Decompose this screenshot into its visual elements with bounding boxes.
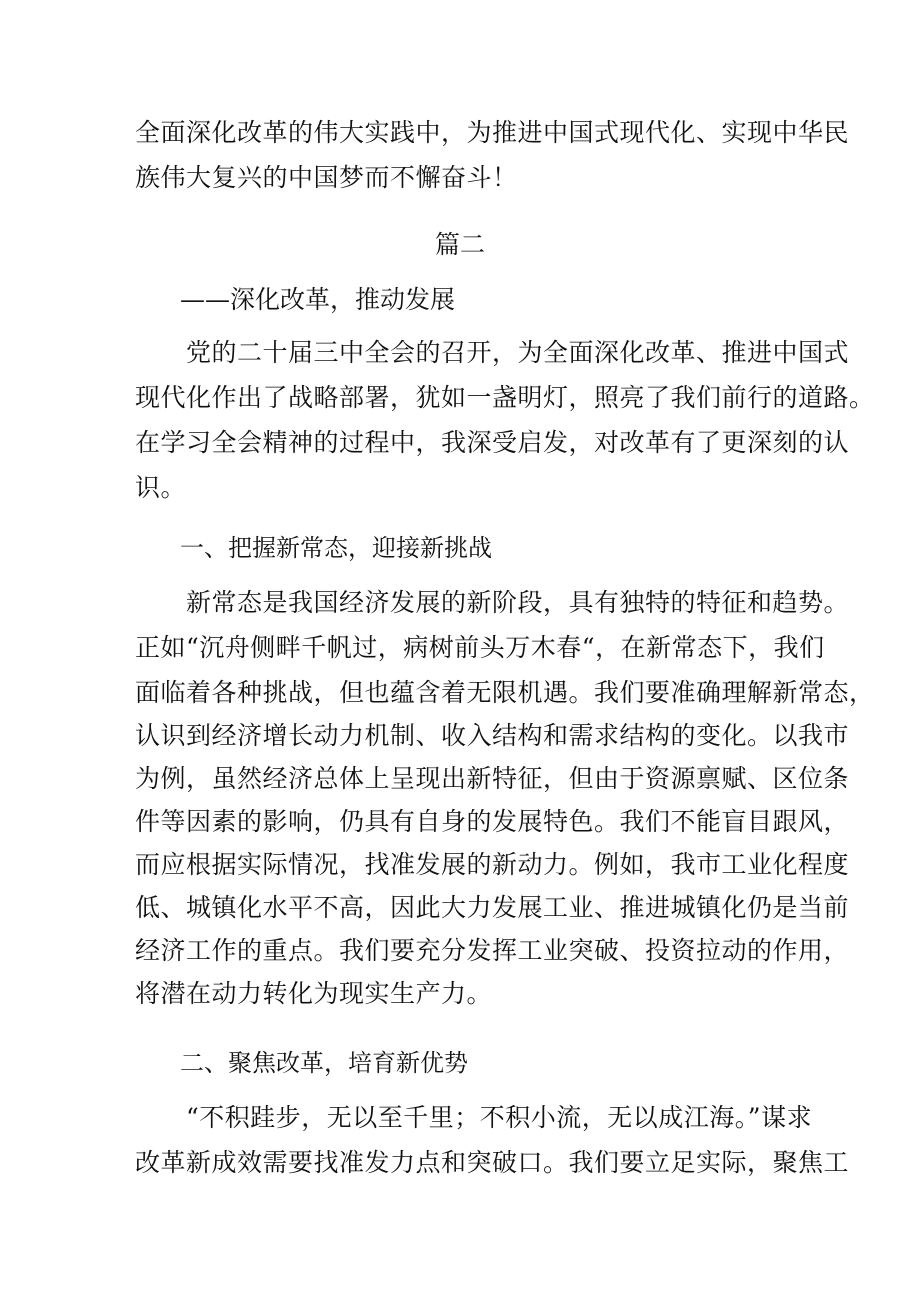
para1-line-1: 党的二十届三中全会的召开，为全面深化改革、推进中国式 (135, 338, 850, 367)
para2-line-7: 而应根据实际情况，找准发展的新动力。例如，我市工业化程度 (135, 850, 850, 879)
para1-line-4: 识。 (135, 473, 187, 502)
para2-line-6: 件等因素的影响，仍具有自身的发展特色。我们不能盲目跟风， (135, 807, 850, 836)
para2-line-1: 新常态是我国经济发展的新阶段，具有独特的特征和趋势。 (135, 588, 850, 617)
para2-line-9: 经济工作的重点。我们要充分发挥工业突破、投资拉动的作用， (135, 936, 850, 965)
para2-line-3: 面临着各种挑战，但也蕴含着无限机遇。我们要准确理解新常态， (135, 678, 875, 707)
section-title: 篇二 (434, 230, 485, 259)
para3-line-1: “不积跬步，无以至千里；不积小流，无以成江海。”谋求 (135, 1103, 813, 1132)
heading-1: 一、把握新常态，迎接新挑战 (180, 534, 492, 562)
para2-line-8: 低、城镇化水平不高，因此大力发展工业、推进城镇化仍是当前 (135, 893, 850, 922)
para2-line-10: 将潜在动力转化为现实生产力。 (135, 979, 493, 1008)
intro-line-1: 全面深化改革的伟大实践中，为推进中国式现代化、实现中华民 (135, 118, 850, 147)
para2-line-4: 认识到经济增长动力机制、收入结构和需求结构的变化。以我市 (135, 721, 850, 750)
para1-line-3: 在学习全会精神的过程中，我深受启发，对改革有了更深刻的认 (135, 428, 850, 457)
heading-2: 二、聚焦改革，培育新优势 (180, 1049, 468, 1077)
para3-line-2: 改革新成效需要找准发力点和突破口。我们要立足实际，聚焦工 (135, 1148, 850, 1177)
intro-line-2: 族伟大复兴的中国梦而不懈奋斗！ (135, 163, 518, 192)
para2-line-2: 正如“沉舟侧畔千帆过，病树前头万木春“，在新常态下，我们 (135, 633, 825, 662)
para1-line-2: 现代化作出了战略部署，犹如一盏明灯，照亮了我们前行的道路。 (135, 383, 875, 412)
para2-line-5: 为例，虽然经济总体上呈现出新特征，但由于资源禀赋、区位条 (135, 764, 850, 793)
subtitle: ——深化改革，推动发展 (180, 285, 456, 314)
